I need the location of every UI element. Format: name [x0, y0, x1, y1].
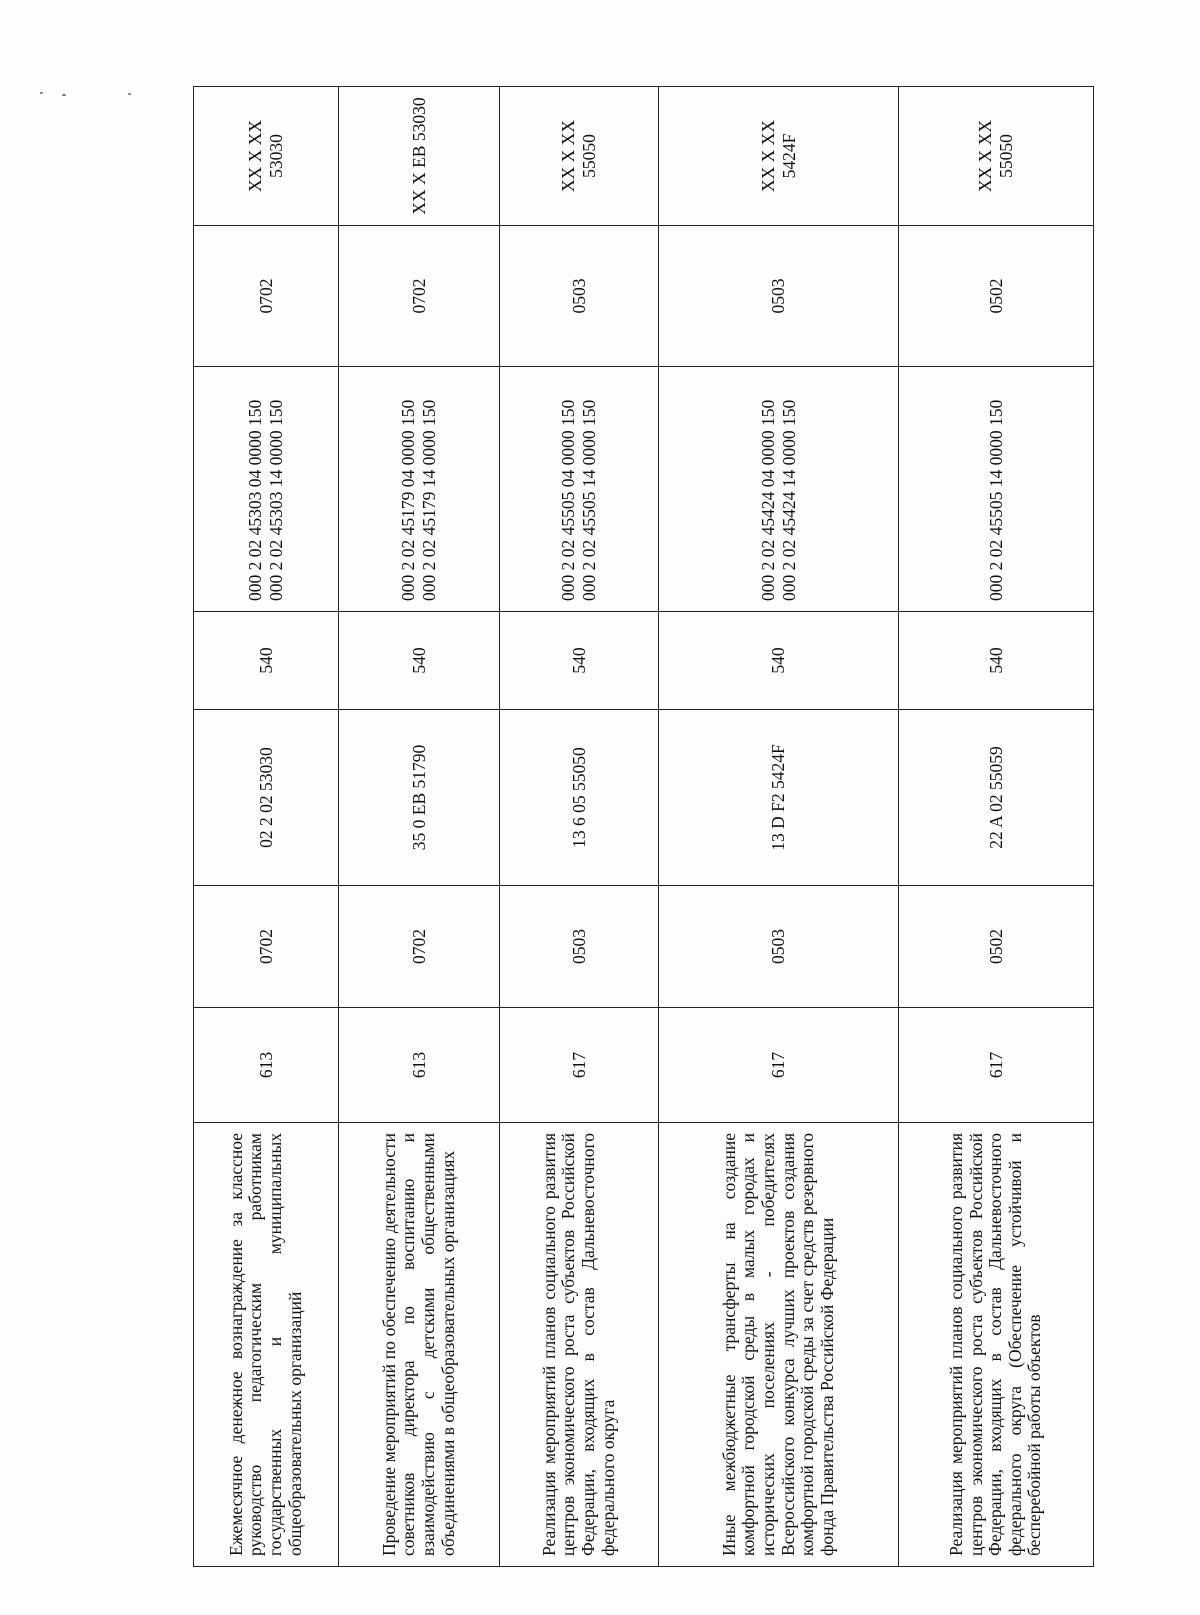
- expense-type-cell: 540: [659, 612, 899, 710]
- income-code: 000 2 02 45505 14 0000 150: [579, 399, 599, 601]
- row-description: Проведение мероприятий по обеспечению деятельности советников директора по воспитанию и взаимодействию с детскими общественными объединениями в общеобразовательных организациях: [339, 1123, 500, 1567]
- grbs-cell: 613: [339, 1008, 500, 1123]
- grbs-cell: 617: [659, 1008, 899, 1123]
- result-code-cell: XX X XX 55050: [500, 87, 659, 226]
- income-code: 000 2 02 45179 04 0000 150: [398, 399, 418, 601]
- scan-speck: [62, 94, 66, 96]
- income-codes-cell: [194, 367, 339, 612]
- expense-type-cell: 540: [500, 612, 659, 710]
- income-code: 000 2 02 45303 04 0000 150: [245, 399, 265, 601]
- section-cell-2: 0702: [194, 226, 339, 367]
- result-code-cell: XX X XX 53030: [194, 87, 339, 226]
- target-article-cell: 02 2 02 53030: [194, 710, 339, 886]
- target-article-cell: 13 D F2 5424F: [659, 710, 899, 886]
- table-row: [899, 87, 1094, 1567]
- expense-type-cell: 540: [194, 612, 339, 710]
- row-description: Реализация мероприятий планов социального развития центров экономического роста субъектов Российской Федерации, входящих в состав Дальневосточного федерального округа: [500, 1123, 659, 1567]
- income-code: 000 2 02 45303 14 0000 150: [266, 399, 286, 601]
- section-cell-2: 0702: [339, 226, 500, 367]
- target-article-cell: 35 0 EB 51790: [339, 710, 500, 886]
- result-code-cell: XX X EB 53030: [339, 87, 500, 226]
- grbs-cell: 613: [194, 1008, 339, 1123]
- result-code-cell: XX X XX 5424F: [659, 87, 899, 226]
- table-row: [339, 87, 500, 1567]
- income-codes-cell: [659, 367, 899, 612]
- target-article-cell: 13 6 05 55050: [500, 710, 659, 886]
- section-cell-2: 0503: [659, 226, 899, 367]
- row-description: Реализация мероприятий планов социального развития центров экономического роста субъектов Российской Федерации, входящих в состав Дальневосточного федерального округа (Обеспечение устойчивой и бесперебойной работы объектов: [899, 1123, 1094, 1567]
- section-cell-2: 0503: [500, 226, 659, 367]
- income-code: 000 2 02 45505 04 0000 150: [558, 399, 578, 601]
- section-cell: 0503: [659, 886, 899, 1008]
- section-cell: 0702: [194, 886, 339, 1008]
- income-code: 000 2 02 45424 14 0000 150: [778, 399, 799, 601]
- section-cell: 0702: [339, 886, 500, 1008]
- section-cell-2: 0502: [899, 226, 1094, 367]
- row-description: Иные межбюджетные трансферты на создание комфортной городской среды в малых городах и исторических поселениях - победителях Всероссийского конкурса лучших проектов создания комфортной городской среды за счет средств резервного фонда Правительства Российской Федерации: [659, 1123, 899, 1567]
- row-description: Ежемесячное денежное вознаграждение за классное руководство педагогическим работникам государственных и муниципальных общеобразовательных организаций: [194, 1123, 339, 1567]
- budget-codes-table: [193, 86, 1094, 1567]
- income-codes-cell: [339, 367, 500, 612]
- scan-speck: [40, 92, 43, 94]
- income-code: 000 2 02 45424 04 0000 150: [757, 399, 778, 601]
- section-cell: 0503: [500, 886, 659, 1008]
- target-article-cell: 22 A 02 55059: [899, 710, 1094, 886]
- income-code: 000 2 02 45505 14 0000 150: [985, 399, 1006, 601]
- grbs-cell: 617: [500, 1008, 659, 1123]
- rotated-table-wrapper: [193, 87, 1093, 1567]
- income-codes-cell: [899, 367, 1094, 612]
- expense-type-cell: 540: [899, 612, 1094, 710]
- result-code-cell: XX X XX 55050: [899, 87, 1094, 226]
- table-row: [194, 87, 339, 1567]
- income-codes-cell: [500, 367, 659, 612]
- scan-speck: [128, 93, 131, 95]
- income-code: 000 2 02 45179 14 0000 150: [419, 399, 439, 601]
- expense-type-cell: 540: [339, 612, 500, 710]
- section-cell: 0502: [899, 886, 1094, 1008]
- table-row: [500, 87, 659, 1567]
- grbs-cell: 617: [899, 1008, 1094, 1123]
- table-row: [659, 87, 899, 1567]
